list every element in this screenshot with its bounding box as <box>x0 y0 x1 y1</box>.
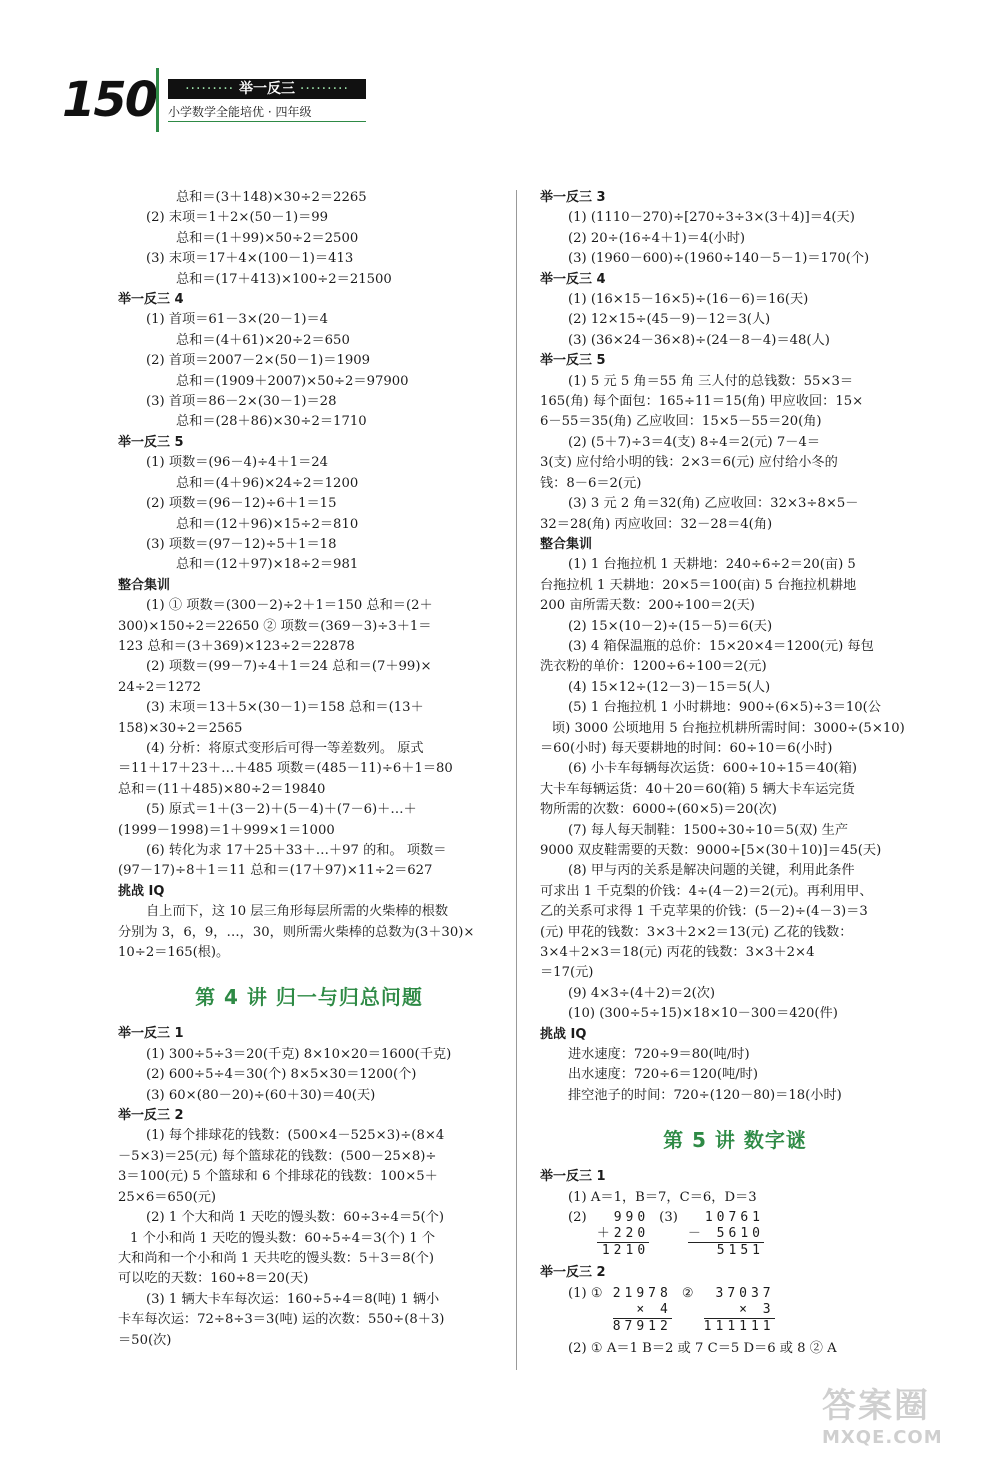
answer-line: ＝50(次) <box>118 1332 172 1348</box>
answer-line: 10÷2＝165(根)。 <box>118 945 230 961</box>
section-heading: 整合集训 <box>118 577 171 593</box>
answer-line: (1) (16×15－16×5)÷(16－6)＝16(天) <box>568 292 809 308</box>
answer-line: (2) 15×(10－2)÷(15－5)＝6(天) <box>568 618 773 634</box>
header-divider-bar <box>156 68 159 132</box>
vertical-calculation-row <box>540 1286 930 1335</box>
answer-line: (2) 20÷(16÷4＋1)＝4(小时) <box>568 230 746 246</box>
answer-line: 大卡车每辆运货：40＋20＝60(箱) 5 辆大卡车运完货 <box>540 781 855 797</box>
answer-line: (5) 原式＝1＋(3－2)＋(5－4)＋(7－6)＋…＋ <box>146 802 417 818</box>
answer-line: 出水速度：720÷6＝120(吨/时) <box>568 1067 759 1083</box>
answer-line: (2) ① A＝1 B＝2 或 7 C＝5 D＝6 或 8 ② A <box>568 1340 837 1356</box>
answer-line: (9) 4×3÷(4＋2)＝2(次) <box>568 985 716 1001</box>
answer-line: 总和＝(17＋413)×100÷2＝21500 <box>176 271 392 287</box>
calc-line: 10761 <box>704 1210 764 1226</box>
answer-line: (2) 1 个大和尚 1 天吃的馒头数：60÷3÷4＝5(个) <box>146 1210 445 1226</box>
calc-line: × 4 <box>613 1302 672 1319</box>
answer-line: 可求出 1 千克梨的价钱：4÷(4－2)＝2(元)。再利用甲、 <box>540 883 873 899</box>
calc-line: ＋220 <box>596 1226 650 1242</box>
section-heading: 举一反三 4 <box>540 271 606 287</box>
watermark-url: MXQE.COM <box>822 1427 943 1448</box>
answer-line: 总和＝(3＋148)×30÷2＝2265 <box>176 190 367 205</box>
answer-line: (4) 分析：将原式变形后可得一等差数列。 原式 <box>146 740 424 756</box>
calc-label: (3) <box>659 1210 678 1226</box>
section-heading: 挑战 IQ <box>540 1026 587 1042</box>
left-column <box>118 188 500 1351</box>
vertical-subtraction <box>688 1210 764 1259</box>
series-title: 举一反三 <box>239 81 295 97</box>
answer-line: 3＝100(元) 5 个篮球和 6 个排球花的钱数：100×5＋ <box>118 1169 438 1185</box>
answer-line: (3) (36×24－36×8)÷(24－8－4)＝48(人) <box>568 332 830 348</box>
answer-line: 可以吃的天数：160÷8＝20(天) <box>118 1271 309 1287</box>
answer-line: 顷) 3000 公顷地用 5 台拖拉机耕所需时间：3000÷(5×10) <box>552 720 905 736</box>
answer-line: (2) 末项＝1＋2×(50－1)＝99 <box>146 210 329 226</box>
answer-line: (10) (300÷5÷15)×18×10－300＝420(件) <box>568 1006 838 1022</box>
section-heading: 举一反三 2 <box>118 1108 184 1124</box>
answer-line: (3) 末项＝17＋4×(100－1)＝413 <box>146 251 354 267</box>
right-column <box>540 188 930 1359</box>
answer-line: －5×3)＝25(元) 每个篮球花的钱数：(500－25×8)÷ <box>118 1148 437 1164</box>
calc-result: 1210 <box>601 1243 650 1259</box>
section-heading: 举一反三 5 <box>118 434 184 450</box>
answer-line: 总和＝(4＋61)×20÷2＝650 <box>176 332 350 348</box>
section-heading: 举一反三 1 <box>540 1169 606 1185</box>
vertical-calculation-row <box>540 1210 930 1259</box>
answer-line: (1) 5 元 5 角＝55 角 三人付的总钱数：55×3＝ <box>568 373 854 389</box>
answer-line: 总和＝(4＋96)×24÷2＝1200 <box>176 475 359 491</box>
answer-line: 总和＝(1＋99)×50÷2＝2500 <box>176 230 359 246</box>
vertical-multiplication <box>613 1286 672 1335</box>
answer-line: ＝11＋17＋23＋…＋485 项数＝(485－11)÷6＋1＝80 <box>118 761 453 777</box>
answer-line: 158)×30÷2＝2565 <box>118 720 243 736</box>
vertical-multiplication <box>704 1286 775 1335</box>
answer-line: 钱：8－6＝2(元) <box>540 475 642 491</box>
answer-line: ＝60(小时) 每天要耕地的时间：60÷10＝6(小时) <box>540 740 833 756</box>
answer-line: (97－17)÷8＋1＝11 总和＝(17＋97)×11÷2＝627 <box>118 863 433 879</box>
calc-line: × 3 <box>704 1302 775 1319</box>
answer-line: 300)×150÷2＝22650 ② 项数＝(369－3)÷3＋1＝ <box>118 618 432 634</box>
calc-line: 37037 <box>715 1285 775 1301</box>
section-heading: 整合集训 <box>540 536 593 552</box>
section-heading: 举一反三 4 <box>118 292 184 308</box>
column-divider <box>516 190 517 1370</box>
answer-line: (3) 1 辆大卡车每次运：160÷5÷4＝8(吨) 1 辆小 <box>146 1291 440 1307</box>
answer-line: (3) 3 元 2 角＝32(角) 乙应收回：32×3÷8×5－ <box>568 496 859 512</box>
answer-line: 24÷2＝1272 <box>118 679 201 695</box>
chapter-title: 第 5 讲 数字谜 <box>663 1128 807 1153</box>
answer-line: 大和尚和一个小和尚 1 天共吃的馒头数：5＋3＝8(个) <box>118 1250 434 1266</box>
answer-line: 3×4＋2×3＝18(元) 丙花的钱数：3×3＋2×4 <box>540 945 815 961</box>
vertical-addition <box>597 1210 649 1259</box>
answer-line: (2) 首项＝2007－2×(50－1)＝1909 <box>146 353 371 369</box>
answer-line: 分别为 3，6，9，…，30，则所需火柴棒的总数为(3＋30)× <box>118 924 475 940</box>
answer-line: (元) 甲花的钱数：3×3＋2×2＝13(元) 乙花的钱数： <box>540 924 853 940</box>
calc-label: (1) ① <box>568 1285 603 1301</box>
answer-line: (7) 每人每天制鞋：1500÷30÷10＝5(双) 生产 <box>568 822 849 838</box>
section-heading: 举一反三 5 <box>540 353 606 369</box>
answer-line: 排空池子的时间：720÷(120－80)＝18(小时) <box>568 1087 842 1103</box>
answer-line: (6) 小卡车每辆每次运货：600÷10÷15＝40(箱) <box>568 761 858 777</box>
answer-line: (5) 1 台拖拉机 1 小时耕地：900÷(6×5)÷3＝10(公 <box>568 700 881 716</box>
answer-line: 总和＝(12＋97)×18÷2＝981 <box>176 557 359 573</box>
answer-line: 卡车每次运：72÷8÷3＝3(吨) 运的次数：550÷(8＋3) <box>118 1312 445 1328</box>
answer-line: (1) 每个排球花的钱数：(500×4－525×3)÷(8×4 <box>146 1128 445 1144</box>
answer-line: (1999－1998)＝1＋999×1＝1000 <box>118 822 335 838</box>
section-heading: 举一反三 3 <box>540 190 606 205</box>
answer-line: (3) 末项＝13＋5×(30－1)＝158 总和＝(13＋ <box>146 700 424 716</box>
answer-line: (1) 1 台拖拉机 1 天耕地：240÷6÷2＝20(亩) 5 <box>568 557 856 573</box>
series-title-banner <box>168 79 366 99</box>
answer-line: 洗衣粉的单价：1200÷6÷100＝2(元) <box>540 659 767 675</box>
answer-line: (8) 甲与丙的关系是解决问题的关键，利用此条件 <box>568 863 855 879</box>
calc-line: － 5610 <box>687 1226 764 1242</box>
answer-line: (3) (1960－600)÷(1960÷140－5－1)＝170(个) <box>568 251 870 267</box>
answer-line: 1 个小和尚 1 天吃的馒头数：60÷5÷4＝3(个) 1 个 <box>130 1230 436 1246</box>
answer-line: (3) 4 箱保温瓶的总价：15×20×4＝1200(元) 每包 <box>568 638 874 654</box>
answer-line: (1) 首项＝61－3×(20－1)＝4 <box>146 312 329 328</box>
page-number: 150 <box>62 72 157 128</box>
answer-line: (6) 转化为求 17＋25＋33＋…＋97 的和。 项数＝ <box>146 843 447 858</box>
answer-line: (1) 项数＝(96－4)÷4＋1＝24 <box>146 455 329 471</box>
watermark-text: 答案圈 <box>822 1386 930 1426</box>
answer-line: 123 总和＝(3＋369)×123÷2＝22878 <box>118 638 355 654</box>
answer-line: 乙的关系可求得 1 千克苹果的价钱：(5－2)÷(4－3)＝3 <box>540 904 868 920</box>
answer-line: (2) 项数＝(99－7)÷4＋1＝24 总和＝(7＋99)× <box>146 659 432 675</box>
calc-label: ② <box>681 1285 694 1301</box>
answer-line: (1) (1110－270)÷[270÷3÷3×(3＋4)]＝4(天) <box>568 210 855 226</box>
section-heading: 举一反三 1 <box>118 1026 184 1042</box>
section-heading: 挑战 IQ <box>118 883 165 899</box>
answer-line: (2) (5＋7)÷3＝4(支) 8÷4＝2(元) 7－4＝ <box>568 434 821 450</box>
answer-line: (2) 12×15÷(45－9)－12＝3(人) <box>568 312 771 328</box>
answer-line: (3) 项数＝(97－12)÷5＋1＝18 <box>146 536 337 552</box>
answer-line: (2) 600÷5÷4＝30(个) 8×5×30＝1200(个) <box>146 1067 417 1083</box>
answer-line: (2) 项数＝(96－12)÷6＋1＝15 <box>146 496 337 512</box>
watermark-logo <box>822 1378 962 1456</box>
answer-line: 6－55＝35(角) 乙应收回：15×5－55＝20(角) <box>540 414 822 430</box>
answer-line: 物所需的次数：6000÷(60×5)＝20(次) <box>540 802 777 818</box>
section-heading: 举一反三 2 <box>540 1265 606 1281</box>
answer-line: (1) 300÷5÷3＝20(千克) 8×10×20＝1600(千克) <box>146 1046 452 1062</box>
calc-line: 990 <box>613 1210 650 1226</box>
answer-line: 台拖拉机 1 天耕地：20×5＝100(亩) 5 台拖拉机耕地 <box>540 577 857 593</box>
right-column-text <box>540 188 930 1208</box>
answer-line: 总和＝(28＋86)×30÷2＝1710 <box>176 414 367 430</box>
answer-line: 进水速度：720÷9＝80(吨/时) <box>568 1047 750 1063</box>
answer-line: (1) ① 项数＝(300－2)÷2＋1＝150 总和＝(2＋ <box>146 598 433 614</box>
answer-line: 25×6＝650(元) <box>118 1189 217 1205</box>
answer-line: (3) 首项＝86－2×(30－1)＝28 <box>146 394 337 410</box>
dots-decoration: ········· <box>185 81 235 97</box>
chapter-title: 第 4 讲 归一与归总问题 <box>195 985 423 1010</box>
answer-line: (3) 60×(80－20)÷(60＋30)＝40(天) <box>146 1087 376 1103</box>
book-subtitle: 小学数学全能培优 · 四年级 <box>168 103 366 122</box>
calc-result: 5151 <box>716 1243 764 1259</box>
answer-line: 32＝28(角) 丙应收回：32－28＝4(角) <box>540 516 773 532</box>
dots-decoration: ········· <box>299 81 349 97</box>
calc-result: 111111 <box>703 1318 775 1334</box>
answer-line: 总和＝(11＋485)×80÷2＝19840 <box>118 781 326 797</box>
calc-label: (2) <box>568 1210 587 1226</box>
answer-line: 165(角) 每个面包：165÷11＝15(角) 甲应收回：15× <box>540 394 864 410</box>
answer-line: 总和＝(12＋96)×15÷2＝810 <box>176 516 359 532</box>
answer-line: 总和＝(1909＋2007)×50÷2＝97900 <box>176 373 409 389</box>
answer-line: 9000 双皮鞋需要的天数：9000÷[5×(30＋10)]＝45(天) <box>540 843 882 858</box>
calc-result: 87912 <box>612 1318 672 1334</box>
answer-line: 200 亩所需天数：200÷100＝2(天) <box>540 598 755 614</box>
calc-line: 21978 <box>612 1285 672 1301</box>
answer-line: 3(支) 应付给小明的钱：2×3＝6(元) 应付给小冬的 <box>540 455 838 471</box>
answer-line: 自上而下，这 10 层三角形每层所需的火柴棒的根数 <box>146 904 449 920</box>
answer-line: (1) A＝1，B＝7，C＝6，D＝3 <box>568 1189 757 1205</box>
answer-line: (4) 15×12÷(12－3)－15＝5(人) <box>568 679 771 695</box>
answer-line: ＝17(元) <box>540 965 594 981</box>
